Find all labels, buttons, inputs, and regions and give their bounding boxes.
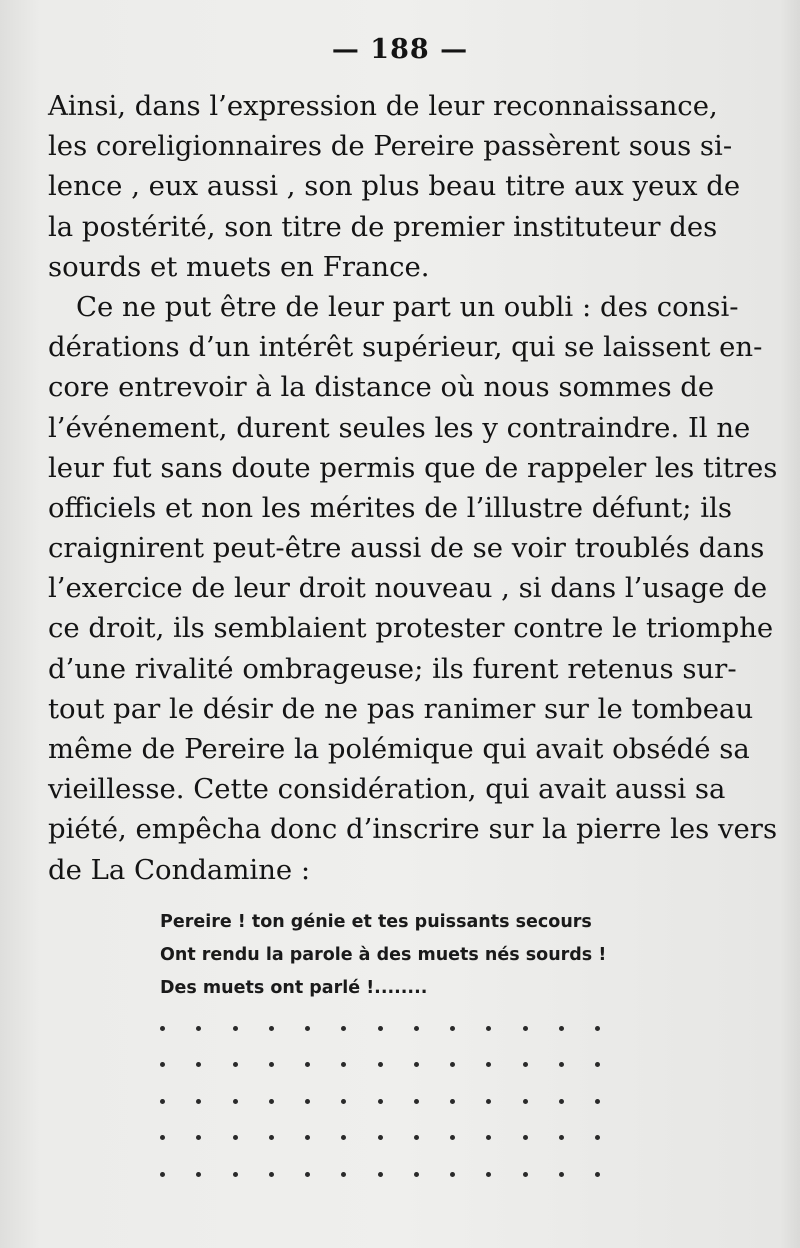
- text-line: vieillesse. Cette considération, qui avait aussi sa: [48, 773, 726, 806]
- text-line: ce droit, ils semblaient protester contre le triomphe: [48, 612, 774, 645]
- ellipsis-dot: [595, 1172, 600, 1177]
- ellipsis-dot: [486, 1099, 491, 1104]
- text-line: dérations d’un intérêt supérieur, qui se laissent en-: [48, 331, 763, 364]
- ellipsis-dot: [378, 1135, 383, 1140]
- text-line: lence , eux aussi , son plus beau titre aux yeux de: [48, 170, 741, 203]
- text-line: d’une rivalité ombrageuse; ils furent retenus sur-: [48, 652, 737, 685]
- text-line: la postérité, son titre de premier instituteur des: [48, 210, 718, 243]
- ellipsis-dot: [414, 1026, 419, 1031]
- ellipsis-row: [160, 1120, 600, 1157]
- ellipsis-row: [160, 1083, 600, 1120]
- ellipsis-dot: [414, 1135, 419, 1140]
- ellipsis-dot: [559, 1099, 564, 1104]
- ellipsis-dot: [341, 1099, 346, 1104]
- ellipsis-row: [160, 1047, 600, 1084]
- ellipsis-dot: [233, 1172, 238, 1177]
- paragraph-2: [48, 287, 778, 890]
- ellipsis-dot: [559, 1172, 564, 1177]
- ellipsis-dot: [486, 1172, 491, 1177]
- ellipsis-dot: [341, 1135, 346, 1140]
- ellipsis-dot: [269, 1062, 274, 1067]
- ellipsis-dot: [196, 1026, 201, 1031]
- text-line: tout par le désir de ne pas ranimer sur le tombeau: [48, 692, 754, 725]
- ellipsis-dot: [233, 1062, 238, 1067]
- ellipsis-dot: [486, 1135, 491, 1140]
- ellipsis-dot: [305, 1099, 310, 1104]
- ellipsis-dot: [196, 1062, 201, 1067]
- ellipsis-dot: [341, 1172, 346, 1177]
- ellipsis-dot: [160, 1099, 165, 1104]
- ellipsis-dot: [378, 1099, 383, 1104]
- text-line: même de Pereire la polémique qui avait obsédé sa: [48, 733, 750, 765]
- ellipsis-dot: [233, 1099, 238, 1104]
- ellipsis-dot: [559, 1135, 564, 1140]
- ellipsis-dot: [523, 1026, 528, 1031]
- ellipsis-dot: [559, 1026, 564, 1031]
- verse-quotation: [160, 906, 630, 1005]
- ellipsis-dot: [523, 1062, 528, 1067]
- text-line: l’événement, durent seules les y contraindre. Il ne: [48, 411, 751, 444]
- ellipsis-dot: [305, 1172, 310, 1177]
- text-line: les coreligionnaires de Pereire passèrent sous si-: [48, 130, 733, 163]
- ellipsis-dot: [269, 1099, 274, 1104]
- ellipsis-dot: [559, 1062, 564, 1067]
- ellipsis-dot: [450, 1099, 455, 1104]
- text-line: l’exercice de leur droit nouveau , si dans l’usage de: [48, 572, 768, 605]
- ellipsis-dot: [341, 1062, 346, 1067]
- ellipsis-dot: [341, 1026, 346, 1031]
- body-text: [48, 86, 778, 890]
- ellipsis-dot: [595, 1135, 600, 1140]
- text-line: piété, empêcha donc d’inscrire sur la pierre les vers: [48, 813, 778, 846]
- ellipsis-dot: [305, 1026, 310, 1031]
- ellipsis-dot: [450, 1026, 455, 1031]
- ellipsis-dot: [486, 1026, 491, 1031]
- ellipsis-dot: [196, 1099, 201, 1104]
- ellipsis-dot: [450, 1062, 455, 1067]
- text-line: Ce ne put être de leur part un oubli : des consi-: [76, 290, 739, 323]
- verse-line: Ont rendu la parole à des muets nés sourds !: [160, 945, 607, 965]
- ellipsis-dot: [233, 1135, 238, 1140]
- ellipsis-dot: [523, 1172, 528, 1177]
- ellipsis-dot: [196, 1135, 201, 1140]
- ellipsis-dot: [160, 1135, 165, 1140]
- ellipsis-dot: [305, 1062, 310, 1067]
- ellipsis-row: [160, 1156, 600, 1193]
- ellipsis-dot: [160, 1172, 165, 1177]
- text-line: Ainsi, dans l’expression de leur reconnaissance,: [48, 90, 718, 122]
- ellipsis-dot: [414, 1172, 419, 1177]
- ellipsis-dot: [160, 1026, 165, 1031]
- ellipsis-dot: [523, 1099, 528, 1104]
- page-number: — 188 —: [331, 34, 469, 65]
- text-line: core entrevoir à la distance où nous sommes de: [48, 371, 715, 404]
- text-line: officiels et non les mérites de l’illustre défunt; ils: [48, 491, 733, 524]
- ellipsis-dot: [378, 1026, 383, 1031]
- verse-line: Pereire ! ton génie et tes puissants secours: [160, 912, 592, 932]
- text-line: craignirent peut-être aussi de se voir troublés dans: [48, 532, 765, 565]
- ellipsis-dot: [160, 1062, 165, 1067]
- ellipsis-dot: [305, 1135, 310, 1140]
- ellipsis-dot: [595, 1099, 600, 1104]
- text-line: de La Condamine :: [48, 853, 311, 886]
- ellipsis-dot: [595, 1026, 600, 1031]
- ellipsis-dot: [378, 1062, 383, 1067]
- ellipsis-dot: [233, 1026, 238, 1031]
- paragraph-1: [48, 86, 741, 287]
- ellipsis-row: [160, 1010, 600, 1047]
- ellipsis-dot: [269, 1135, 274, 1140]
- verse-line: Des muets ont parlé !........: [160, 978, 428, 998]
- ellipsis-dot: [269, 1026, 274, 1031]
- ellipsis-dot: [378, 1172, 383, 1177]
- ellipsis-dots: [160, 1010, 600, 1193]
- ellipsis-dot: [523, 1135, 528, 1140]
- text-line: leur fut sans doute permis que de rappeler les titres: [48, 451, 778, 484]
- ellipsis-dot: [486, 1062, 491, 1067]
- ellipsis-dot: [450, 1172, 455, 1177]
- ellipsis-dot: [196, 1172, 201, 1177]
- text-line: sourds et muets en France.: [48, 250, 430, 283]
- ellipsis-dot: [414, 1099, 419, 1104]
- ellipsis-dot: [414, 1062, 419, 1067]
- ellipsis-dot: [450, 1135, 455, 1140]
- ellipsis-dot: [269, 1172, 274, 1177]
- ellipsis-dot: [595, 1062, 600, 1067]
